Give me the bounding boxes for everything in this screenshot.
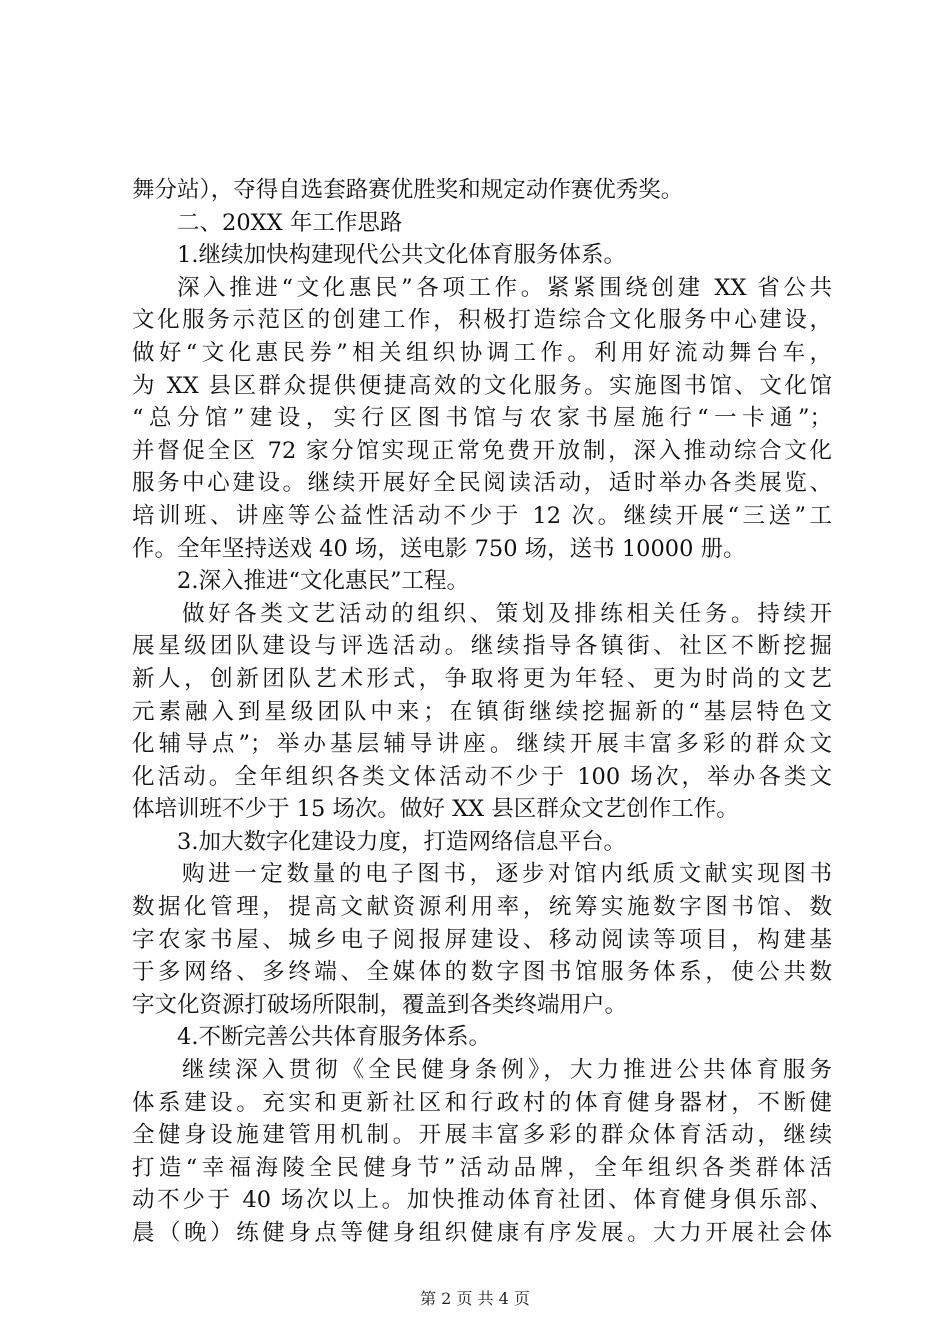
text-line: 化辅导点”；举办基层辅导讲座。继续开展丰富多彩的群众文 [132, 731, 832, 758]
text-line: 文化服务示范区的创建工作，积极打造综合文化服务中心建设， [132, 307, 832, 334]
text-line: 字文化资源打破场所限制，覆盖到各类终端用户。 [132, 991, 628, 1018]
text-line: 字农家书屋、城乡电子阅报屏建设、移动阅读等项目，构建基 [132, 926, 832, 953]
text-line: 化活动。全年组织各类文体活动不少于 100 场次，举办各类文 [132, 763, 832, 790]
text-line: 并督促全区 72 家分馆实现正常免费开放制，深入推动综合文化 [132, 437, 832, 464]
section-heading: 二、20XX 年工作思路 [177, 209, 403, 236]
subsection-heading: 4.不断完善公共体育服务体系。 [177, 1024, 491, 1051]
page-number-footer: 第 2 页 共 4 页 [420, 1289, 530, 1308]
text-line: 新人，创新团队艺术形式，争取将更为年轻、更为时尚的文艺 [132, 665, 832, 692]
document-body [132, 174, 832, 1250]
text-line: “总分馆”建设，实行区图书馆与农家书屋施行“一卡通”； [132, 405, 832, 432]
text-line: 数据化管理，提高文献资源利用率，统筹实施数字图书馆、数 [132, 894, 832, 921]
text-line: 展星级团队建设与评选活动。继续指导各镇街、社区不断挖掘 [132, 633, 832, 660]
text-line: 做好“文化惠民券”相关组织协调工作。利用好流动舞台车， [132, 339, 832, 366]
text-line: 打造“幸福海陵全民健身节”活动品牌，全年组织各类群体活 [132, 1154, 832, 1181]
text-line: 动不少于 40 场次以上。加快推动体育社团、体育健身俱乐部、 [132, 1187, 832, 1214]
text-line: 培训班、讲座等公益性活动不少于 12 次。继续开展“三送”工 [132, 502, 832, 529]
text-line: 舞分站），夺得自选套路赛优胜奖和规定动作赛优秀奖。 [132, 177, 684, 203]
text-line: 服务中心建设。继续开展好全民阅读活动，适时举办各类展览、 [132, 470, 832, 497]
subsection-heading: 3.加大数字化建设力度，打造网络信息平台。 [177, 828, 626, 855]
text-line: 为 XX 县区群众提供便捷高效的文化服务。实施图书馆、文化馆 [132, 372, 832, 399]
text-line: 购进一定数量的电子图书，逐步对馆内纸质文献实现图书 [182, 861, 832, 888]
text-line: 继续深入贯彻《全民健身条例》，大力推进公共体育服务 [182, 1057, 832, 1084]
text-line: 体系建设。充实和更新社区和行政村的体育健身器材，不断健 [132, 1089, 832, 1116]
text-line: 元素融入到星级团队中来；在镇街继续挖掘新的“基层特色文 [132, 698, 832, 725]
subsection-heading: 2.深入推进“文化惠民”工程。 [177, 568, 469, 595]
text-line: 于多网络、多终端、全媒体的数字图书馆服务体系，使公共数 [132, 959, 832, 986]
subsection-heading: 1.继续加快构建现代公共文化体育服务体系。 [177, 242, 626, 269]
text-line: 深入推进“文化惠民”各项工作。紧紧围绕创建 XX 省公共 [177, 274, 832, 301]
text-line: 体培训班不少于 15 场次。做好 XX 县区群众文艺创作工作。 [132, 796, 739, 823]
text-line: 晨（晚）练健身点等健身组织健康有序发展。大力开展社会体 [132, 1220, 832, 1246]
text-line: 做好各类文艺活动的组织、策划及排练相关任务。持续开 [182, 600, 832, 627]
text-line: 全健身设施建管用机制。开展丰富多彩的群众体育活动，继续 [132, 1122, 832, 1149]
text-line: 作。全年坚持送戏 40 场，送电影 750 场，送书 10000 册。 [132, 535, 746, 562]
